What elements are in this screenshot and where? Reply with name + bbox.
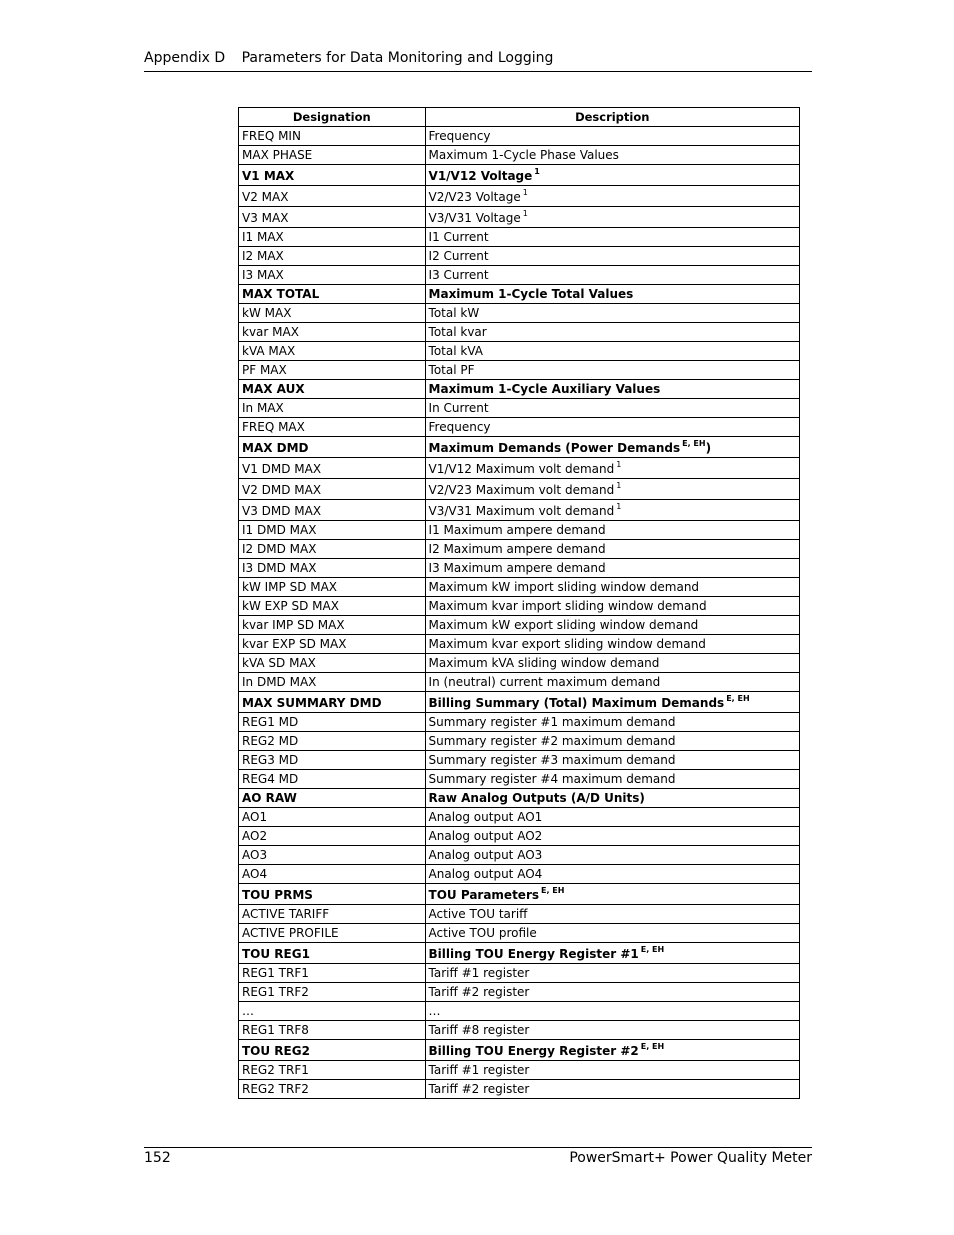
page-footer bbox=[144, 1147, 812, 1166]
page-number: 152 bbox=[144, 1150, 171, 1166]
description-text: Summary register #1 maximum demand bbox=[428, 715, 676, 729]
table-row bbox=[239, 1021, 800, 1040]
designation-cell: I2 MAX bbox=[239, 247, 426, 266]
table-row bbox=[239, 905, 800, 924]
description-cell bbox=[425, 884, 799, 905]
description-text: Total kW bbox=[428, 306, 480, 320]
designation-cell: In MAX bbox=[239, 399, 426, 418]
designation-cell: In DMD MAX bbox=[239, 673, 426, 692]
table-row bbox=[239, 207, 800, 228]
description-cell bbox=[425, 751, 799, 770]
description-text: Billing TOU Energy Register #2 bbox=[428, 1044, 639, 1058]
designation-cell: AO4 bbox=[239, 865, 426, 884]
table-row bbox=[239, 924, 800, 943]
designation-cell: REG1 TRF8 bbox=[239, 1021, 426, 1040]
designation-cell: TOU REG1 bbox=[239, 943, 426, 964]
designation-cell: I1 MAX bbox=[239, 228, 426, 247]
description-text: Analog output AO2 bbox=[428, 829, 543, 843]
designation-cell: kW MAX bbox=[239, 304, 426, 323]
table-row bbox=[239, 165, 800, 186]
designation-cell: I3 DMD MAX bbox=[239, 559, 426, 578]
table-row bbox=[239, 399, 800, 418]
table-row bbox=[239, 732, 800, 751]
designation-cell: REG4 MD bbox=[239, 770, 426, 789]
designation-cell: kvar EXP SD MAX bbox=[239, 635, 426, 654]
description-text: Analog output AO4 bbox=[428, 867, 543, 881]
table-row bbox=[239, 578, 800, 597]
header-section: Appendix D bbox=[144, 50, 226, 66]
description-cell bbox=[425, 964, 799, 983]
description-cell bbox=[425, 713, 799, 732]
description-cell bbox=[425, 437, 799, 458]
description-cell bbox=[425, 789, 799, 808]
description-cell bbox=[425, 228, 799, 247]
table-row bbox=[239, 500, 800, 521]
table-row bbox=[239, 692, 800, 713]
designation-cell: kVA SD MAX bbox=[239, 654, 426, 673]
description-cell bbox=[425, 770, 799, 789]
table-row bbox=[239, 361, 800, 380]
header-title: Parameters for Data Monitoring and Logging bbox=[241, 50, 554, 66]
table-row bbox=[239, 770, 800, 789]
description-text: Active TOU tariff bbox=[428, 907, 528, 921]
designation-cell: REG1 TRF2 bbox=[239, 983, 426, 1002]
table-row bbox=[239, 789, 800, 808]
description-cell bbox=[425, 673, 799, 692]
footnote-marker: E, EH bbox=[726, 694, 750, 703]
description-cell bbox=[425, 266, 799, 285]
description-cell bbox=[425, 846, 799, 865]
table-row bbox=[239, 635, 800, 654]
table-row bbox=[239, 304, 800, 323]
description-text: I2 Current bbox=[428, 249, 489, 263]
designation-cell: REG2 TRF2 bbox=[239, 1080, 426, 1099]
description-cell bbox=[425, 342, 799, 361]
description-text: V1/V12 Voltage bbox=[428, 169, 533, 183]
table-row bbox=[239, 751, 800, 770]
table-row bbox=[239, 1080, 800, 1099]
table-row bbox=[239, 540, 800, 559]
description-text: Frequency bbox=[428, 420, 491, 434]
table-row bbox=[239, 228, 800, 247]
description-cell bbox=[425, 285, 799, 304]
description-text: In (neutral) current maximum demand bbox=[428, 675, 661, 689]
footnote-marker: 1 bbox=[616, 502, 622, 511]
designation-cell: V2 MAX bbox=[239, 186, 426, 207]
table-row bbox=[239, 342, 800, 361]
description-text: Total kvar bbox=[428, 325, 487, 339]
designation-cell: MAX AUX bbox=[239, 380, 426, 399]
column-header-description: Description bbox=[425, 108, 799, 127]
description-text: Summary register #3 maximum demand bbox=[428, 753, 676, 767]
designation-cell: I1 DMD MAX bbox=[239, 521, 426, 540]
table-row bbox=[239, 521, 800, 540]
footnote-marker: 1 bbox=[616, 460, 622, 469]
designation-cell: V3 MAX bbox=[239, 207, 426, 228]
designation-cell: … bbox=[239, 1002, 426, 1021]
table-row bbox=[239, 418, 800, 437]
description-text: Analog output AO1 bbox=[428, 810, 543, 824]
product-name: PowerSmart+ Power Quality Meter bbox=[569, 1150, 812, 1166]
description-text: V1/V12 Maximum volt demand bbox=[428, 462, 615, 476]
description-cell bbox=[425, 323, 799, 342]
description-cell bbox=[425, 418, 799, 437]
description-text: I3 Current bbox=[428, 268, 489, 282]
description-cell bbox=[425, 1061, 799, 1080]
footnote-marker: 1 bbox=[522, 188, 528, 197]
table-row bbox=[239, 827, 800, 846]
description-cell bbox=[425, 399, 799, 418]
table-row bbox=[239, 127, 800, 146]
description-cell bbox=[425, 146, 799, 165]
description-cell bbox=[425, 361, 799, 380]
description-cell bbox=[425, 380, 799, 399]
table-row bbox=[239, 285, 800, 304]
description-text: V3/V31 Maximum volt demand bbox=[428, 504, 615, 518]
description-cell bbox=[425, 540, 799, 559]
description-cell bbox=[425, 1002, 799, 1021]
description-text: Tariff #8 register bbox=[428, 1023, 530, 1037]
table-row bbox=[239, 458, 800, 479]
description-cell bbox=[425, 165, 799, 186]
table-row bbox=[239, 713, 800, 732]
table-body bbox=[239, 127, 800, 1099]
description-cell bbox=[425, 479, 799, 500]
description-text: Maximum Demands (Power Demands bbox=[428, 441, 681, 455]
description-text: Maximum 1-Cycle Total Values bbox=[428, 287, 634, 301]
table-row bbox=[239, 673, 800, 692]
description-cell bbox=[425, 808, 799, 827]
description-cell bbox=[425, 578, 799, 597]
description-text: V2/V23 Voltage bbox=[428, 190, 521, 204]
description-text: Maximum kW import sliding window demand bbox=[428, 580, 700, 594]
parameters-table bbox=[238, 107, 800, 1099]
designation-cell: AO RAW bbox=[239, 789, 426, 808]
description-text: Summary register #2 maximum demand bbox=[428, 734, 676, 748]
description-text: Maximum kW export sliding window demand bbox=[428, 618, 699, 632]
description-text: Maximum kvar import sliding window demand bbox=[428, 599, 707, 613]
description-text: Total kVA bbox=[428, 344, 483, 358]
table-row bbox=[239, 808, 800, 827]
description-text: Frequency bbox=[428, 129, 491, 143]
footnote-marker: 1 bbox=[616, 481, 622, 490]
description-cell bbox=[425, 304, 799, 323]
description-cell bbox=[425, 247, 799, 266]
designation-cell: TOU REG2 bbox=[239, 1040, 426, 1061]
table-row bbox=[239, 266, 800, 285]
description-cell bbox=[425, 559, 799, 578]
description-text: Billing Summary (Total) Maximum Demands bbox=[428, 696, 725, 710]
description-cell bbox=[425, 943, 799, 964]
description-text: … bbox=[428, 1004, 441, 1018]
page-header bbox=[144, 50, 812, 72]
designation-cell: V2 DMD MAX bbox=[239, 479, 426, 500]
table-row bbox=[239, 943, 800, 964]
description-cell bbox=[425, 865, 799, 884]
description-cell bbox=[425, 654, 799, 673]
designation-cell: kW EXP SD MAX bbox=[239, 597, 426, 616]
designation-cell: MAX TOTAL bbox=[239, 285, 426, 304]
footnote-marker: E, EH bbox=[640, 945, 665, 954]
table-row bbox=[239, 597, 800, 616]
table-row bbox=[239, 884, 800, 905]
table-row bbox=[239, 247, 800, 266]
table-row bbox=[239, 616, 800, 635]
designation-cell: V1 DMD MAX bbox=[239, 458, 426, 479]
designation-cell: REG1 TRF1 bbox=[239, 964, 426, 983]
footnote-marker: E, EH bbox=[682, 439, 706, 448]
description-text: Total PF bbox=[428, 363, 475, 377]
description-text: TOU Parameters bbox=[428, 888, 540, 902]
table-row bbox=[239, 437, 800, 458]
designation-cell: AO3 bbox=[239, 846, 426, 865]
description-text: I1 Current bbox=[428, 230, 489, 244]
designation-cell: FREQ MIN bbox=[239, 127, 426, 146]
footnote-marker: E, EH bbox=[640, 1042, 665, 1051]
footnote-marker: 1 bbox=[522, 209, 528, 218]
description-cell bbox=[425, 732, 799, 751]
description-text: Tariff #1 register bbox=[428, 966, 530, 980]
designation-cell: PF MAX bbox=[239, 361, 426, 380]
table-row bbox=[239, 1040, 800, 1061]
description-text: Summary register #4 maximum demand bbox=[428, 772, 676, 786]
description-cell bbox=[425, 458, 799, 479]
description-cell bbox=[425, 127, 799, 146]
table-row bbox=[239, 380, 800, 399]
table-row bbox=[239, 654, 800, 673]
description-cell bbox=[425, 692, 799, 713]
description-text: Tariff #1 register bbox=[428, 1063, 530, 1077]
designation-cell: MAX DMD bbox=[239, 437, 426, 458]
description-cell bbox=[425, 905, 799, 924]
table-row bbox=[239, 146, 800, 165]
designation-cell: REG2 MD bbox=[239, 732, 426, 751]
designation-cell: kvar IMP SD MAX bbox=[239, 616, 426, 635]
table-row bbox=[239, 865, 800, 884]
designation-cell: V3 DMD MAX bbox=[239, 500, 426, 521]
description-suffix: ) bbox=[705, 441, 712, 455]
description-cell bbox=[425, 616, 799, 635]
description-cell bbox=[425, 924, 799, 943]
description-text: Maximum 1-Cycle Auxiliary Values bbox=[428, 382, 661, 396]
designation-cell: kVA MAX bbox=[239, 342, 426, 361]
table-row bbox=[239, 1002, 800, 1021]
description-text: I2 Maximum ampere demand bbox=[428, 542, 606, 556]
designation-cell: ACTIVE TARIFF bbox=[239, 905, 426, 924]
footnote-marker: E, EH bbox=[541, 886, 565, 895]
table-row bbox=[239, 964, 800, 983]
description-text: Active TOU profile bbox=[428, 926, 537, 940]
designation-cell: kW IMP SD MAX bbox=[239, 578, 426, 597]
description-text: V2/V23 Maximum volt demand bbox=[428, 483, 615, 497]
table-header-row bbox=[239, 108, 800, 127]
designation-cell: MAX PHASE bbox=[239, 146, 426, 165]
designation-cell: REG2 TRF1 bbox=[239, 1061, 426, 1080]
description-text: Maximum 1-Cycle Phase Values bbox=[428, 148, 619, 162]
description-cell bbox=[425, 1040, 799, 1061]
description-cell bbox=[425, 983, 799, 1002]
description-text: Raw Analog Outputs (A/D Units) bbox=[428, 791, 645, 805]
table-row bbox=[239, 846, 800, 865]
column-header-designation: Designation bbox=[239, 108, 426, 127]
description-text: V3/V31 Voltage bbox=[428, 211, 521, 225]
description-text: Analog output AO3 bbox=[428, 848, 543, 862]
table-row bbox=[239, 186, 800, 207]
designation-cell: I2 DMD MAX bbox=[239, 540, 426, 559]
designation-cell: REG3 MD bbox=[239, 751, 426, 770]
description-cell bbox=[425, 186, 799, 207]
designation-cell: I3 MAX bbox=[239, 266, 426, 285]
table-row bbox=[239, 323, 800, 342]
description-cell bbox=[425, 827, 799, 846]
description-text: Billing TOU Energy Register #1 bbox=[428, 947, 639, 961]
designation-cell: FREQ MAX bbox=[239, 418, 426, 437]
table-row bbox=[239, 983, 800, 1002]
designation-cell: AO2 bbox=[239, 827, 426, 846]
designation-cell: TOU PRMS bbox=[239, 884, 426, 905]
description-text: Maximum kvar export sliding window demand bbox=[428, 637, 706, 651]
description-cell bbox=[425, 597, 799, 616]
table-row bbox=[239, 1061, 800, 1080]
description-cell bbox=[425, 1021, 799, 1040]
designation-cell: REG1 MD bbox=[239, 713, 426, 732]
designation-cell: kvar MAX bbox=[239, 323, 426, 342]
description-text: I3 Maximum ampere demand bbox=[428, 561, 606, 575]
description-cell bbox=[425, 1080, 799, 1099]
designation-cell: ACTIVE PROFILE bbox=[239, 924, 426, 943]
description-text: In Current bbox=[428, 401, 489, 415]
description-cell bbox=[425, 500, 799, 521]
description-text: Tariff #2 register bbox=[428, 985, 530, 999]
description-text: I1 Maximum ampere demand bbox=[428, 523, 606, 537]
description-cell bbox=[425, 635, 799, 654]
designation-cell: AO1 bbox=[239, 808, 426, 827]
table-row bbox=[239, 559, 800, 578]
table-row bbox=[239, 479, 800, 500]
description-cell bbox=[425, 207, 799, 228]
footnote-marker: 1 bbox=[534, 167, 540, 176]
designation-cell: MAX SUMMARY DMD bbox=[239, 692, 426, 713]
designation-cell: V1 MAX bbox=[239, 165, 426, 186]
description-cell bbox=[425, 521, 799, 540]
description-text: Maximum kVA sliding window demand bbox=[428, 656, 660, 670]
description-text: Tariff #2 register bbox=[428, 1082, 530, 1096]
